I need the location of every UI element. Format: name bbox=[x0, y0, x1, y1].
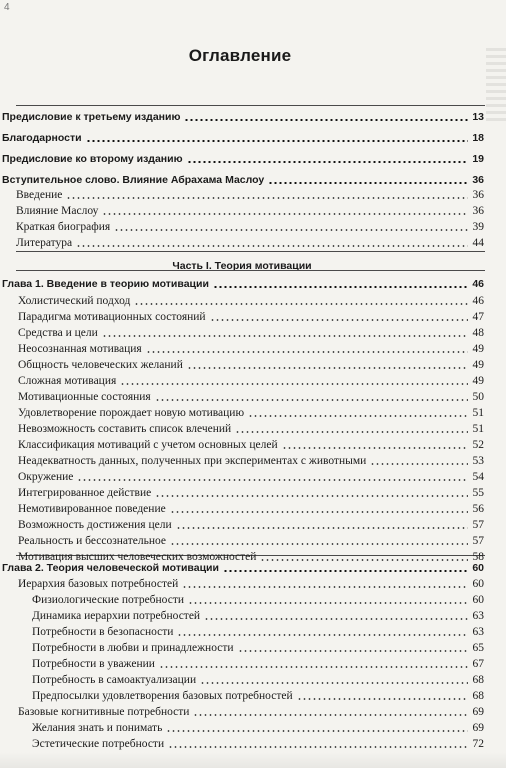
toc-entry bbox=[0, 325, 484, 341]
toc-entry bbox=[0, 389, 484, 405]
toc-entry bbox=[0, 405, 484, 421]
toc-entry-page: 69 bbox=[472, 706, 484, 718]
toc-heading-entry bbox=[0, 560, 484, 576]
leader-dots bbox=[268, 182, 468, 184]
page-corner-mark: 4 bbox=[4, 2, 10, 13]
toc-entry-title: Реальность и бессознательное bbox=[18, 535, 166, 547]
toc-entry-title: Введение bbox=[16, 189, 63, 201]
toc-entry-page: 57 bbox=[472, 535, 484, 547]
page-title: Оглавление bbox=[188, 46, 292, 65]
toc-entry-title: Холистический подход bbox=[18, 295, 131, 307]
toc-entry-page: 60 bbox=[472, 578, 484, 590]
toc-entry-page: 68 bbox=[472, 674, 484, 686]
toc-entry-title: Предисловие ко второму изданию bbox=[2, 153, 183, 165]
toc-entry-page: 44 bbox=[472, 237, 484, 249]
toc-entry bbox=[0, 453, 484, 469]
toc-entry-title: Средства и цели bbox=[18, 327, 98, 339]
leader-dots bbox=[134, 303, 468, 305]
toc-entry-page: 60 bbox=[472, 594, 484, 606]
rule-front-matter bbox=[16, 105, 485, 106]
toc-entry-page: 53 bbox=[472, 455, 484, 467]
leader-dots bbox=[102, 335, 468, 337]
toc-entry-page: 51 bbox=[472, 423, 484, 435]
leader-dots bbox=[184, 119, 468, 121]
leader-dots bbox=[120, 383, 468, 385]
toc-entry-page: 19 bbox=[472, 153, 484, 165]
toc-heading-entry bbox=[0, 172, 484, 188]
toc-entry-page: 36 bbox=[472, 174, 484, 186]
toc-entry-title: Невозможность составить список влечений bbox=[18, 423, 232, 435]
leader-dots bbox=[170, 543, 468, 545]
toc-entry-page: 49 bbox=[472, 359, 484, 371]
toc-entry-title: Общность человеческих желаний bbox=[18, 359, 183, 371]
toc-entry-title: Возможность достижения цели bbox=[18, 519, 172, 531]
toc-entry bbox=[0, 688, 484, 704]
toc-entry-title: Парадигма мотивационных состояний bbox=[18, 311, 206, 323]
toc-entry-title: Базовые когнитивные потребности bbox=[18, 706, 190, 718]
toc-entry bbox=[0, 501, 484, 517]
toc-entry bbox=[0, 309, 484, 325]
leader-dots bbox=[168, 746, 468, 748]
toc-entry-page: 48 bbox=[472, 327, 484, 339]
toc-entry-title: Предисловие к третьему изданию bbox=[2, 111, 181, 123]
leader-dots bbox=[182, 586, 468, 588]
toc-entry bbox=[0, 517, 484, 533]
leader-dots bbox=[213, 286, 468, 288]
toc-entry bbox=[0, 592, 484, 608]
toc-entry-title: Желания знать и понимать bbox=[32, 722, 163, 734]
toc-entry bbox=[0, 672, 484, 688]
toc-entry bbox=[0, 656, 484, 672]
toc-entry bbox=[0, 469, 484, 485]
toc-entry-title: Удовлетворение порождает новую мотивацию bbox=[18, 407, 245, 419]
toc-entry-title: Литература bbox=[16, 237, 73, 249]
toc-entry bbox=[0, 293, 484, 309]
toc-entry-page: 54 bbox=[472, 471, 484, 483]
toc-entry bbox=[0, 640, 484, 656]
leader-dots bbox=[166, 730, 468, 732]
toc-heading-entry bbox=[0, 130, 484, 146]
toc-entry-title: Влияние Маслоу bbox=[16, 205, 99, 217]
toc-entry-page: 56 bbox=[472, 503, 484, 515]
toc-entry-title: Благодарности bbox=[2, 132, 82, 144]
leader-dots bbox=[177, 634, 468, 636]
leader-dots bbox=[193, 714, 468, 716]
toc-entry-title: Глава 1. Введение в теорию мотивации bbox=[2, 278, 209, 290]
leader-dots bbox=[204, 618, 468, 620]
rule-part1 bbox=[16, 251, 485, 252]
leader-dots bbox=[370, 463, 468, 465]
toc-entry-page: 63 bbox=[472, 626, 484, 638]
leader-dots bbox=[86, 140, 468, 142]
toc-entry-title: Глава 2. Теория человеческой мотивации bbox=[2, 562, 219, 574]
leader-dots bbox=[210, 319, 468, 321]
toc-entry-title: Предпосылки удовлетворения базовых потребностей bbox=[32, 690, 293, 702]
toc-entry-page: 49 bbox=[472, 343, 484, 355]
toc-entry-title: Иерархия базовых потребностей bbox=[18, 578, 179, 590]
toc-entry bbox=[0, 533, 484, 549]
page-shadow bbox=[0, 752, 506, 768]
leader-dots bbox=[297, 698, 468, 700]
part-heading: Часть I. Теория мотивации bbox=[172, 260, 312, 272]
leader-dots bbox=[114, 229, 468, 231]
bleed-through-text bbox=[486, 48, 506, 123]
toc-entry bbox=[0, 576, 484, 592]
toc-entry-title: Интегрированное действие bbox=[18, 487, 152, 499]
leader-dots bbox=[200, 682, 468, 684]
toc-entry-title: Потребности в безопасности bbox=[32, 626, 174, 638]
leader-dots bbox=[155, 399, 468, 401]
toc-entry-title: Краткая биография bbox=[16, 221, 111, 233]
toc-entry-page: 69 bbox=[472, 722, 484, 734]
toc-entry-title: Мотивация высших человеческих возможностей bbox=[18, 551, 257, 563]
toc-entry-title: Потребность в самоактуализации bbox=[32, 674, 197, 686]
toc-entry bbox=[0, 485, 484, 501]
toc-entry-page: 36 bbox=[472, 189, 484, 201]
toc-entry bbox=[0, 736, 484, 752]
toc-entry-title: Мотивационные состояния bbox=[18, 391, 151, 403]
toc-entry-title: Окружение bbox=[18, 471, 74, 483]
toc-entry bbox=[0, 608, 484, 624]
leader-dots bbox=[187, 161, 468, 163]
leader-dots bbox=[188, 602, 468, 604]
leader-dots bbox=[76, 245, 468, 247]
leader-dots bbox=[176, 527, 468, 529]
toc-entry-page: 36 bbox=[472, 205, 484, 217]
toc-entry-page: 60 bbox=[472, 562, 484, 574]
leader-dots bbox=[282, 447, 468, 449]
toc-entry bbox=[0, 704, 484, 720]
toc-entry-page: 46 bbox=[472, 278, 484, 290]
leader-dots bbox=[238, 650, 468, 652]
leader-dots bbox=[155, 495, 468, 497]
toc-entry-page: 18 bbox=[472, 132, 484, 144]
toc-entry bbox=[0, 235, 484, 251]
toc-entry-title: Немотивированное поведение bbox=[18, 503, 166, 515]
toc-entry bbox=[0, 720, 484, 736]
toc-entry bbox=[0, 219, 484, 235]
toc-entry-title: Неосознанная мотивация bbox=[18, 343, 142, 355]
toc-entry bbox=[0, 357, 484, 373]
toc-entry-title: Потребности в любви и принадлежности bbox=[32, 642, 234, 654]
leader-dots bbox=[66, 197, 468, 199]
toc-entry-page: 49 bbox=[472, 375, 484, 387]
toc-entry-page: 46 bbox=[472, 295, 484, 307]
toc-entry bbox=[0, 187, 484, 203]
leader-dots bbox=[170, 511, 468, 513]
leader-dots bbox=[159, 666, 468, 668]
leader-dots bbox=[102, 213, 468, 215]
toc-entry-page: 68 bbox=[472, 690, 484, 702]
leader-dots bbox=[146, 351, 468, 353]
toc-entry-page: 55 bbox=[472, 487, 484, 499]
toc-entry-page: 63 bbox=[472, 610, 484, 622]
leader-dots bbox=[187, 367, 468, 369]
toc-entry-title: Физиологические потребности bbox=[32, 594, 184, 606]
toc-entry-page: 51 bbox=[472, 407, 484, 419]
toc-entry bbox=[0, 373, 484, 389]
toc-entry bbox=[0, 203, 484, 219]
toc-entry-title: Сложная мотивация bbox=[18, 375, 117, 387]
toc-entry-title: Эстетические потребности bbox=[32, 738, 165, 750]
toc-entry-page: 52 bbox=[472, 439, 484, 451]
toc-entry-title: Классификация мотиваций с учетом основных целей bbox=[18, 439, 278, 451]
toc-entry-title: Вступительное слово. Влияние Абрахама Маслоу bbox=[2, 174, 265, 186]
toc-entry-page: 65 bbox=[472, 642, 484, 654]
leader-dots bbox=[223, 570, 468, 572]
toc-entry-page: 47 bbox=[472, 311, 484, 323]
leader-dots bbox=[235, 431, 468, 433]
rule-chapter1 bbox=[16, 270, 485, 271]
toc-entry bbox=[0, 421, 484, 437]
leader-dots bbox=[77, 479, 468, 481]
leader-dots bbox=[248, 415, 468, 417]
toc-entry-title: Динамика иерархии потребностей bbox=[32, 610, 201, 622]
toc-entry-page: 13 bbox=[472, 111, 484, 123]
toc-entry-title: Неадекватность данных, полученных при экспериментах с животными bbox=[18, 455, 367, 467]
toc-entry-page: 72 bbox=[472, 738, 484, 750]
toc-entry-page: 57 bbox=[472, 519, 484, 531]
toc-entry-title: Потребности в уважении bbox=[32, 658, 155, 670]
toc-entry-page: 50 bbox=[472, 391, 484, 403]
toc-heading-entry bbox=[0, 151, 484, 167]
toc-entry bbox=[0, 341, 484, 357]
toc-entry-page: 39 bbox=[472, 221, 484, 233]
toc-entry-page: 58 bbox=[472, 551, 484, 563]
toc-heading-entry bbox=[0, 109, 484, 125]
toc-entry bbox=[0, 624, 484, 640]
toc-entry-page: 67 bbox=[472, 658, 484, 670]
toc-entry bbox=[0, 437, 484, 453]
toc-heading-entry bbox=[0, 276, 484, 292]
